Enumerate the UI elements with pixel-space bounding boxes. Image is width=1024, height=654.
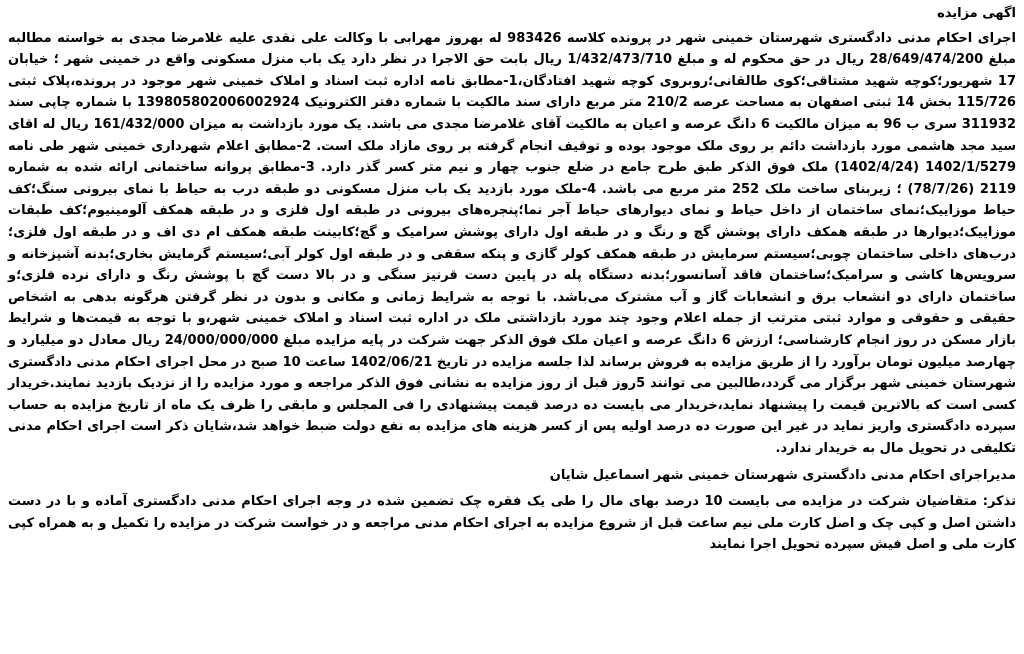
notice-signature: مدیراجرای احکام مدنی دادگستری شهرستان خمینی شهر اسماعیل شایان: [549, 468, 1016, 484]
notice-note: تذکر: متقاضیان شرکت در مزایده می بایست 10 درصد بهای مال را طی یک فقره چک تضمین شده در وجه اجرای احکام مدنی دادگستری آماده و با در دست داشتن اصل و کپی چک و اصل کارت ملی نیم ساعت قبل از شروع مزایده به اجرای احکام مدنی مراجعه و در خواست شرکت در مزایده را تکمیل و به همراه کپی کارت ملی و اصل فیش سپرده تحویل اجرا نمایند: [8, 494, 1016, 553]
notice-title: اگهی مزایده: [937, 6, 1016, 21]
notice-body: اجرای احکام مدنی دادگستری شهرستان خمینی شهر در پرونده کلاسه 983426 له بهروز مهرابی با وکالت علی نقدی علیه غلامرضا مجدی به خواسته مطالبه مبلغ 28/649/474/200 ریال در حق محکوم له و مبلغ 1/432/473/710 ریال بابت حق الاجرا در نظر دارد یک باب منزل مسکونی واقع در خمینی شهر ؛ خیابان 17 شهریور؛کوچه شهید مشتاقی؛کوی طالقانی؛روبروی کوچه شهید افتادگان،1-مطابق نامه اداره ثبت اسناد و املاک خمینی شهر موجود در پرونده،پلاک ثبتی 115/726 بخش 14 ثبتی اصفهان به مساحت عرصه 210/2 متر مربع دارای سند مالکیت با شماره دفتر الکترونیک 139805802006002924 با شماره چاپی سند 311932 سری ب 96 به میزان مالکیت 6 دانگ عرصه و اعیان به مالکیت آقای غلامرضا مجدی می باشد. یک مورد بازداشت به میزان 161/432/000 ریال له اقای سید مجد هاشمی مورد بازداشت دائم بر روی ملک موجود بوده و توقیف انجام گرفته بر روی مازاد ملک است. 2-مطابق اعلام شهرداری خمینی شهر طی نامه 1402/1/5279 (1402/4/24) ملک فوق الذکر طبق طرح جامع در ضلع جنوب چهار و نیم متر کسر گذر دارد. 3-مطابق پروانه ساختمانی ارائه شده به شماره 2119 (78/7/26) ؛ زیربنای ساخت ملک 252 متر مربع می باشد. 4-ملک مورد بازدید یک باب منزل مسکونی دو طبقه درب به حیاط با نمای بیرونی سنگ؛کف حیاط موزاییک؛نمای ساختمان از داخل حیاط و نمای دیوارهای حیاط آجر نما؛پنجره‌های بیرونی در طبقه اول فلزی و در طبقه همکف آلومینیوم؛کف طبقات موزاییک؛دیوارها در طبقه همکف دارای پوشش گچ و رنگ و در طبقه اول دارای پوشش سرامیک و گچ؛کابینت طبقه همکف ام دی اف و در طبقه اول فلزی؛درب‌های داخلی ساختمان چوبی؛سیستم سرمایش در طبقه همکف کولر گازی و پنکه سقفی و در طبقه اول کولر آبی؛سیستم گرمایش بخاری؛بدنه آشپزخانه و سرویس‌ها کاشی و سرامیک؛ساختمان فاقد آسانسور؛بدنه دستگاه پله در پایین دست قرنیز سنگی و در بالا دست گچ با پوشش رنگ و دارای نرده فلزی؛و ساختمان دارای دو انشعاب برق و انشعابات گاز و آب مشترک می‌باشد. با توجه به شرایط زمانی و مکانی و بدون در نظر گرفتن هرگونه بدهی به اشخاص حقیقی و حقوقی و موارد ثبتی مترتب از جمله اعلام وجود چند مورد بازداشتی ملک در اداره ثبت اسناد و املاک خمینی شهر،و با توجه به قیمت‌ها و شرایط بازار مسکن در روز انجام کارشناسی؛ ارزش 6 دانگ عرصه و اعیان ملک فوق الذکر جهت شرکت در پایه مزایده مبلغ 24/000/000/000 ریال معادل دو میلیارد و چهارصد میلیون تومان برآورد را از طریق مزایده به فروش برساند لذا جلسه مزایده در تاریخ 1402/06/21 ساعت 10 صبح در محل اجرای احکام مدنی دادگستری شهرستان خمینی شهر برگزار می گردد،طالبین می توانند 5روز قبل از روز مزایده به نشانی فوق الذکر مراجعه و مورد مزایده را از نزدیک بازدید نمایند.خریدار کسی است که بالاترین قیمت را پیشنهاد نماید،خریدار می بایست ده درصد قیمت پیشنهادی را فی المجلس و مابقی را ظرف یک ماه از تاریخ مزایده به حساب سپرده دادگستری واریز نماید در غیر این صورت ده درصد اولیه پس از کسر هزینه های مزایده به نفع دولت ضبط خواهد شد،شایان ذکر است اجرای احکام مدنی تکلیفی در تحویل مال به خریدار ندارد.: [8, 30, 1017, 456]
